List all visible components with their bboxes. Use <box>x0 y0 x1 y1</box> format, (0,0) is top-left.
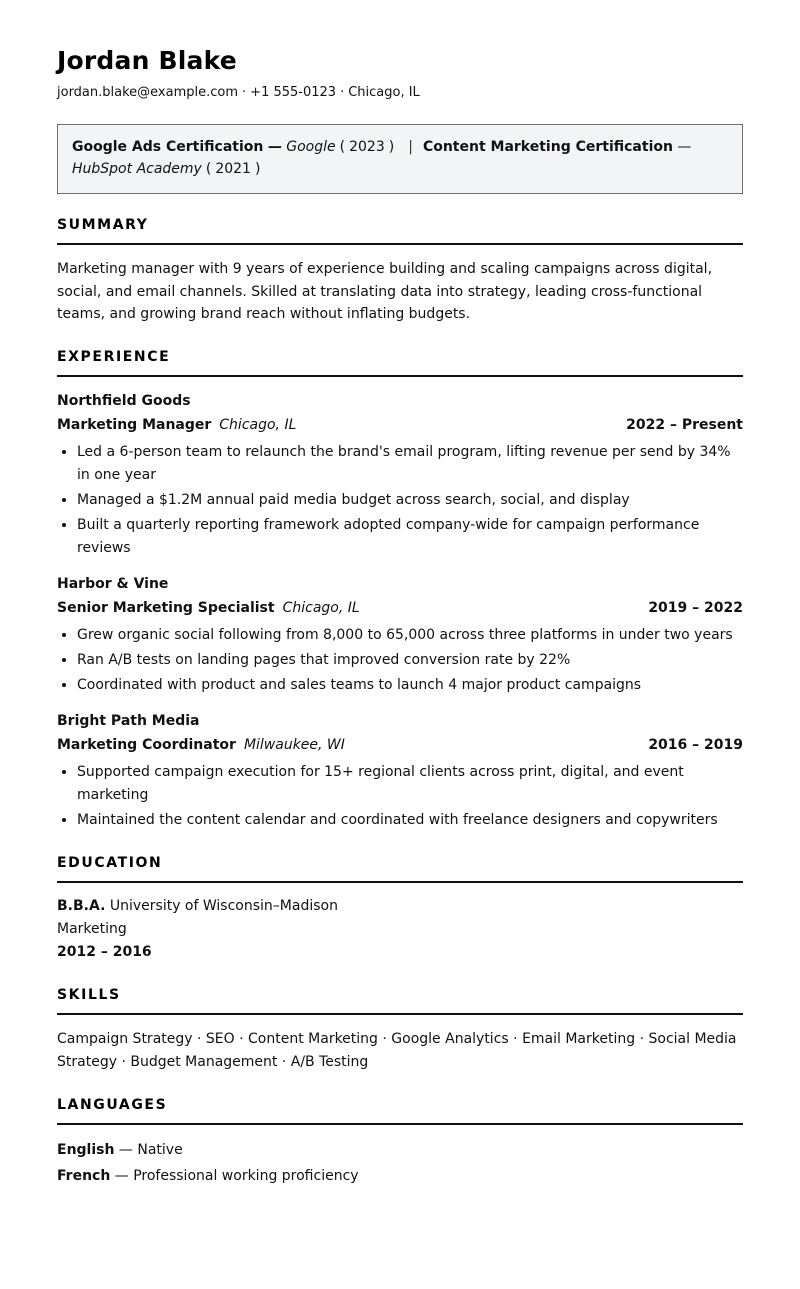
skill-item: Social Media Strategy <box>57 1030 737 1070</box>
section-title-skills: SKILLS <box>57 986 743 1015</box>
bullet-item: • Coordinated with product and sales teams to launch 4 major product campaigns <box>77 674 743 697</box>
company-name: Harbor & Vine <box>57 575 169 592</box>
section-title-education: EDUCATION <box>57 854 743 883</box>
education-entry <box>57 895 743 964</box>
role-row <box>57 596 743 620</box>
skill-item: Email Marketing <box>522 1030 636 1047</box>
company-name: Bright Path Media <box>57 712 200 729</box>
job-location: Chicago, IL <box>219 416 297 433</box>
job-location: Milwaukee, WI <box>243 736 345 753</box>
bullet-item: • Maintained the content calendar and coordinated with freelance designers and copywriters <box>77 809 743 832</box>
job-dates: 2019 – 2022 <box>648 599 743 616</box>
skill-item: SEO <box>205 1030 235 1047</box>
job-bullets <box>57 761 743 832</box>
field-of-study: Marketing <box>57 920 127 937</box>
email-text: jordan.blake@example.com <box>57 85 239 100</box>
role-row <box>57 733 743 757</box>
skill-item: Budget Management <box>130 1053 278 1070</box>
language-name: French <box>57 1167 111 1184</box>
bullet-item: • Supported campaign execution for 15+ regional clients across print, digital, and event marketing <box>77 761 743 807</box>
certification-name: Content Marketing Certification <box>422 139 673 155</box>
summary-text: Marketing manager with 9 years of experience building and scaling campaigns across digital, social, and email channels. Skilled at translating data into strategy, leading cross-functional teams, and growing brand reach without inflating budgets. <box>57 261 713 322</box>
experience-entry <box>57 389 743 560</box>
bullet-item: • Built a quarterly reporting framework adopted company-wide for campaign performance reviews <box>77 514 743 560</box>
skill-item: Google Analytics <box>391 1030 509 1047</box>
certification-year: 2021 <box>215 161 251 177</box>
skill-item: A/B Testing <box>290 1053 369 1070</box>
phone-text: +1 555-0123 <box>250 85 337 100</box>
company-name: Northfield Goods <box>57 392 191 409</box>
bullet-item: • Managed a $1.2M annual paid media budget across search, social, and display <box>77 489 743 512</box>
section-title-languages: LANGUAGES <box>57 1096 743 1125</box>
language-item: French — Professional working proficiency <box>57 1167 359 1184</box>
section-title-experience: EXPERIENCE <box>57 348 743 377</box>
skills-list: Campaign Strategy · SEO · Content Marketing · Google Analytics · Email Marketing · Social Media Strategy · Budget Management · A/B Testing <box>57 1030 737 1070</box>
job-title: Marketing Coordinator <box>57 736 236 753</box>
certification-item: Google Ads Certification — Google ( 2023 ) <box>72 139 395 155</box>
bullet-item: • Ran A/B tests on landing pages that improved conversion rate by 22% <box>77 649 743 672</box>
certification-name: Google Ads Certification <box>72 139 264 155</box>
languages-list <box>57 1137 743 1189</box>
language-name: English <box>57 1141 115 1158</box>
bullet-item: • Grew organic social following from 8,000 to 65,000 across three platforms in under two years <box>77 624 743 647</box>
language-item: English — Native <box>57 1141 183 1158</box>
experience-entry <box>57 572 743 697</box>
job-bullets <box>57 441 743 560</box>
job-title: Senior Marketing Specialist <box>57 599 275 616</box>
candidate-name: Jordan Blake <box>57 46 237 75</box>
skill-item: Campaign Strategy <box>57 1030 193 1047</box>
experience-entry <box>57 709 743 832</box>
certification-issuer: HubSpot Academy <box>72 161 202 177</box>
contact-line: jordan.blake@example.com · +1 555-0123 · Chicago, IL <box>57 85 420 100</box>
education-years: 2012 – 2016 <box>57 943 152 960</box>
language-level: Native <box>137 1141 183 1158</box>
role-row <box>57 413 743 437</box>
job-dates: 2022 – Present <box>626 416 743 433</box>
school-name: University of Wisconsin–Madison <box>109 897 338 914</box>
degree-text: B.B.A. <box>57 897 106 914</box>
certification-item: Content Marketing Certification — HubSpot Academy ( 2021 ) <box>72 139 692 177</box>
certification-year: 2023 <box>349 139 385 155</box>
job-location: Chicago, IL <box>282 599 360 616</box>
job-title: Marketing Manager <box>57 416 212 433</box>
certification-issuer: Google <box>286 139 336 155</box>
location-text: Chicago, IL <box>348 85 420 100</box>
section-title-summary: SUMMARY <box>57 216 743 245</box>
job-dates: 2016 – 2019 <box>648 736 743 753</box>
bullet-item: • Led a 6-person team to relaunch the brand's email program, lifting revenue per send by 34% in one year <box>77 441 743 487</box>
job-bullets <box>57 624 743 697</box>
skill-item: Content Marketing <box>248 1030 378 1047</box>
certifications-box: Google Ads Certification — Google ( 2023 ) | Content Marketing Certification — HubSpot Academy ( 2021 ) <box>57 124 743 194</box>
language-level: Professional working proficiency <box>133 1167 359 1184</box>
